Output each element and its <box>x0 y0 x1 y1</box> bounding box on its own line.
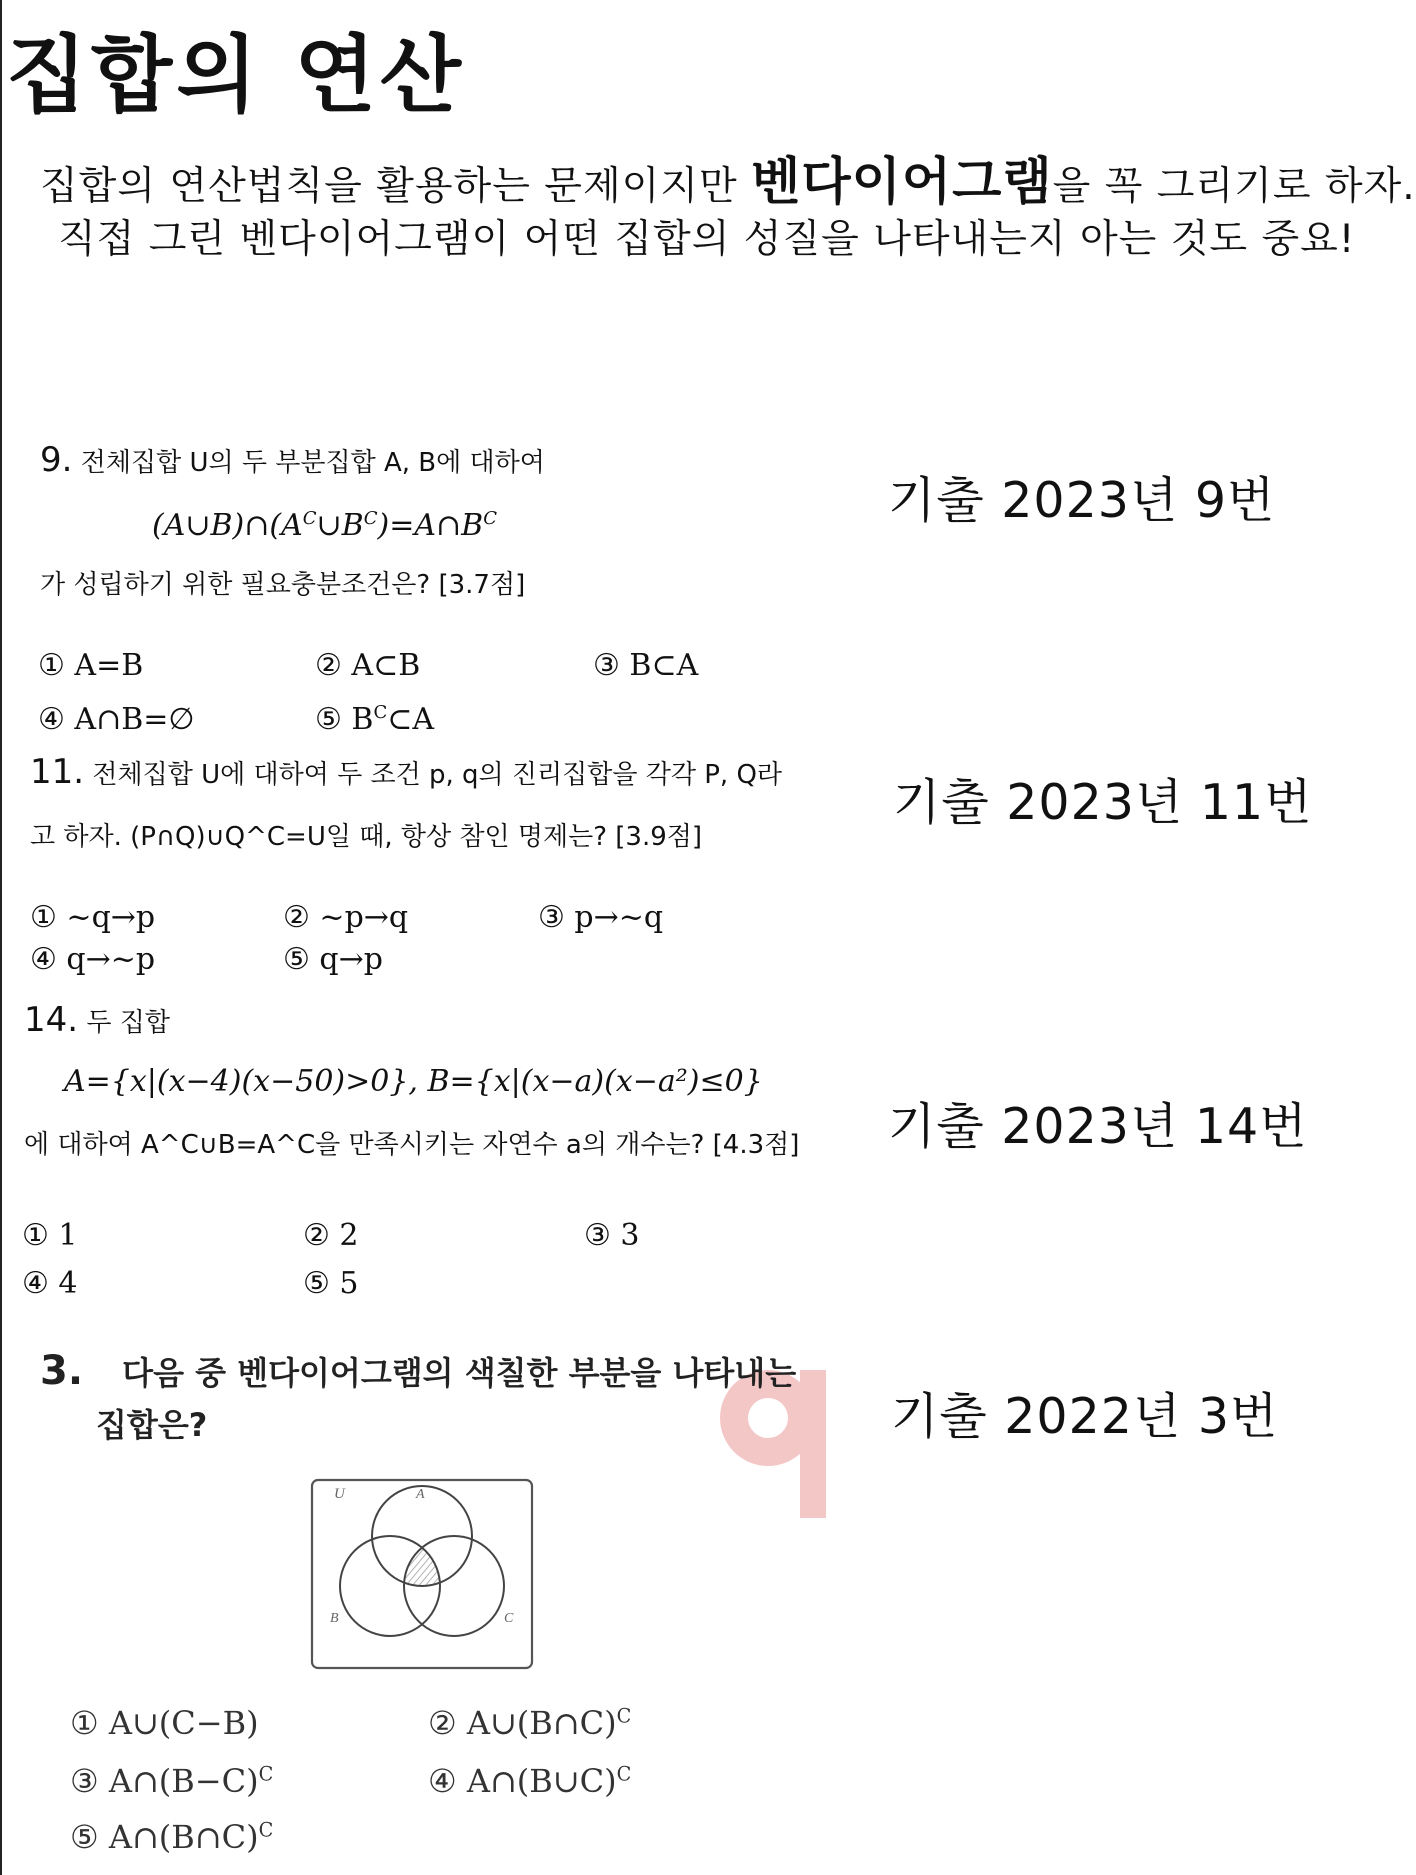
page-title: 집합의 연산 <box>6 26 465 124</box>
problem-3-option-1: ① A∪(C−B) <box>70 1704 259 1742</box>
problem-14-option-1: ① 1 <box>22 1218 78 1253</box>
problem-3-option-5: ⑤ A∩(B∩C)$^C$ <box>70 1818 274 1856</box>
problem-9-option-4: ④ A∩B=∅ <box>38 702 195 737</box>
problem-number: 14. <box>24 1000 79 1040</box>
source-tag-9: 기출 2023년 9번 <box>888 472 1276 529</box>
problem-11-prompt <box>30 752 782 792</box>
problem-prompt: 다음 중 벤다이어그램의 색칠한 부분을 나타내는 <box>122 1354 797 1392</box>
problem-number: 9. <box>40 440 73 480</box>
page-left-border <box>0 0 2 1875</box>
problem-11-option-5: ⑤ q→p <box>283 942 383 977</box>
problem-3-option-4: ④ A∩(B∪C)$^C$ <box>428 1762 632 1800</box>
intro-line-1 <box>40 140 1416 214</box>
problem-11-option-3: ③ p→~q <box>538 900 664 935</box>
venn-diagram <box>308 1476 536 1674</box>
venn-label-c: C <box>504 1611 514 1626</box>
source-tag-14: 기출 2023년 14번 <box>888 1098 1308 1155</box>
problem-prompt: 전체집합 U에 대하여 두 조건 p, q의 진리집합을 각각 P, Q라 <box>92 760 783 790</box>
problem-14-prompt <box>24 1000 170 1040</box>
problem-9-prompt <box>40 440 545 480</box>
problem-number: 11. <box>30 752 85 792</box>
problem-11-question: 고 하자. (P∩Q)∪Q^C=U일 때, 항상 참인 명제는? [3.9점] <box>30 822 703 852</box>
source-tag-11: 기출 2023년 11번 <box>893 774 1313 831</box>
problem-9-option-3: ③ B⊂A <box>593 648 699 683</box>
problem-9-option-5: ⑤ $B^C\subset A$ <box>315 702 435 737</box>
intro-line-2: 직접 그린 벤다이어그램이 어떤 집합의 성질을 나타내는지 아는 것도 중요! <box>58 217 1356 262</box>
problem-9-option-2: ② A⊂B <box>315 648 421 683</box>
problem-prompt: 두 집합 <box>86 1008 170 1038</box>
problem-14-question: 에 대하여 A^C∪B=A^C을 만족시키는 자연수 a의 개수는? [4.3점] <box>24 1130 800 1160</box>
problem-3-option-2: ② A∪(B∩C)$^C$ <box>428 1704 632 1742</box>
problem-3-prompt-line-2: 집합은? <box>96 1406 208 1444</box>
problem-9-option-1: ① A=B <box>38 648 144 683</box>
problem-14-option-4: ④ 4 <box>22 1266 78 1301</box>
problem-9-formula: $(A\cup B)\cap(A^C\cup B^C)=A\cap B^C$ <box>152 508 497 543</box>
problem-11-option-2: ② ~p→q <box>283 900 409 935</box>
problem-number: 3. <box>40 1348 84 1394</box>
problem-14-option-3: ③ 3 <box>584 1218 640 1253</box>
problem-11-option-4: ④ q→~p <box>30 942 156 977</box>
venn-label-u: U <box>334 1486 345 1502</box>
problem-14-option-5: ⑤ 5 <box>303 1266 359 1301</box>
problem-14-formula: A={x|(x−4)(x−50)>0}, B={x|(x−a)(x−a²)≤0} <box>64 1064 763 1099</box>
problem-9-question: 가 성립하기 위한 필요충분조건은? [3.7점] <box>40 570 526 600</box>
problem-3-option-3: ③ $A\cap(B-C)^C$ <box>70 1762 274 1800</box>
venn-label-a: A <box>416 1487 425 1502</box>
intro-text-before: 집합의 연산법칙을 활용하는 문제이지만 <box>40 164 752 209</box>
problem-prompt: 전체집합 U의 두 부분집합 A, B에 대하여 <box>80 448 545 478</box>
intro-text-after: 을 꼭 그리기로 하자. <box>1052 164 1416 209</box>
problem-14-option-2: ② 2 <box>303 1218 359 1253</box>
problem-3-prompt <box>40 1348 796 1394</box>
venn-label-b: B <box>330 1611 339 1626</box>
intro-emphasis: 벤다이어그램 <box>751 153 1053 212</box>
source-tag-3: 기출 2022년 3번 <box>891 1388 1279 1445</box>
problem-11-option-1: ① ~q→p <box>30 900 156 935</box>
